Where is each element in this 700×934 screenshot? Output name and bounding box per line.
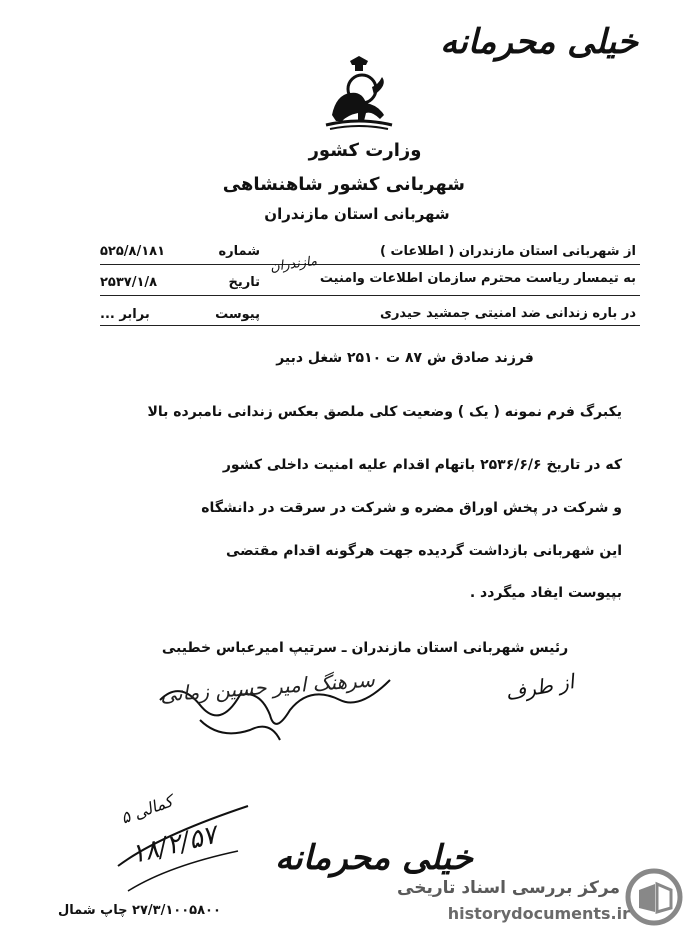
body-line-2: که در تاریخ ۲۵۳۶/۶/۶ باتهام اقدام علیه امنیت داخلی کشور	[222, 457, 622, 473]
printer-code: ۲۷/۳/۱۰۰۵۸۰۰ چاپ شمال	[58, 903, 221, 918]
classification-stamp-top: خیلی محرمانه	[440, 22, 638, 62]
number-label: شماره	[218, 244, 260, 259]
watermark-archive-name: مرکز بررسی اسناد تاریخی	[397, 878, 620, 898]
subject-line: در باره زندانی ضد امنیتی جمشید حیدری	[380, 306, 636, 321]
subject-details-line: فرزند صادق ش ۸۷ ت ۲۵۱۰ شغل دبیر	[276, 350, 534, 366]
underline-from	[100, 264, 640, 265]
attachment-value: ... برابر	[100, 307, 150, 322]
police-country-title: شهربانی کشور شاهنشاهی	[222, 174, 465, 195]
police-province-title: شهربانی استان مازندران	[264, 205, 450, 223]
underline-to	[100, 295, 640, 296]
lion-and-sun-emblem-icon	[322, 55, 396, 131]
body-line-3: و شرکت در پخش اوراق مضره و شرکت در سرقت در دانشگاه	[201, 500, 622, 516]
ministry-title: وزارت کشور	[308, 140, 422, 161]
to-line: به تیمسار ریاست محترم سازمان اطلاعات وامنیت	[319, 271, 636, 286]
from-line: از شهربانی استان مازندران ( اطلاعات )	[380, 244, 636, 259]
handwritten-name: کمالی ۵	[118, 791, 176, 828]
chief-title-line: رئیس شهربانی استان مازندران ـ سرتیپ امیرعباس خطیبی	[161, 640, 569, 656]
on-behalf-mark: از طرف	[503, 669, 576, 705]
body-line-1: یکبرگ فرم نمونه ( یک ) وضعیت کلی ملصق بعکس زندانی نامبرده بالا	[147, 404, 622, 420]
handwritten-date: ۱۸/۲/۵۷	[127, 819, 220, 871]
handwritten-region-note: مازندران	[269, 253, 318, 276]
letter-number: ۵۲۵/۸/۱۸۱	[100, 244, 166, 259]
attachment-label: پیوست	[215, 307, 260, 322]
body-line-5: بپیوست ایفاد میگردد .	[469, 585, 622, 601]
body-line-4: این شهربانی بازداشت گردیده جهت هرگونه اقدام مقتضی	[226, 543, 622, 559]
date-label: تاریخ	[228, 275, 260, 290]
underline-subject	[100, 325, 640, 326]
letter-date: ۲۵۳۷/۱/۸	[100, 275, 158, 290]
archive-logo-icon	[625, 868, 683, 926]
classification-stamp-bottom: خیلی محرمانه	[275, 838, 473, 878]
signature-text: سرهنگ امیر حسین زمانی	[159, 667, 376, 707]
watermark-url: historydocuments.ir	[447, 904, 630, 923]
